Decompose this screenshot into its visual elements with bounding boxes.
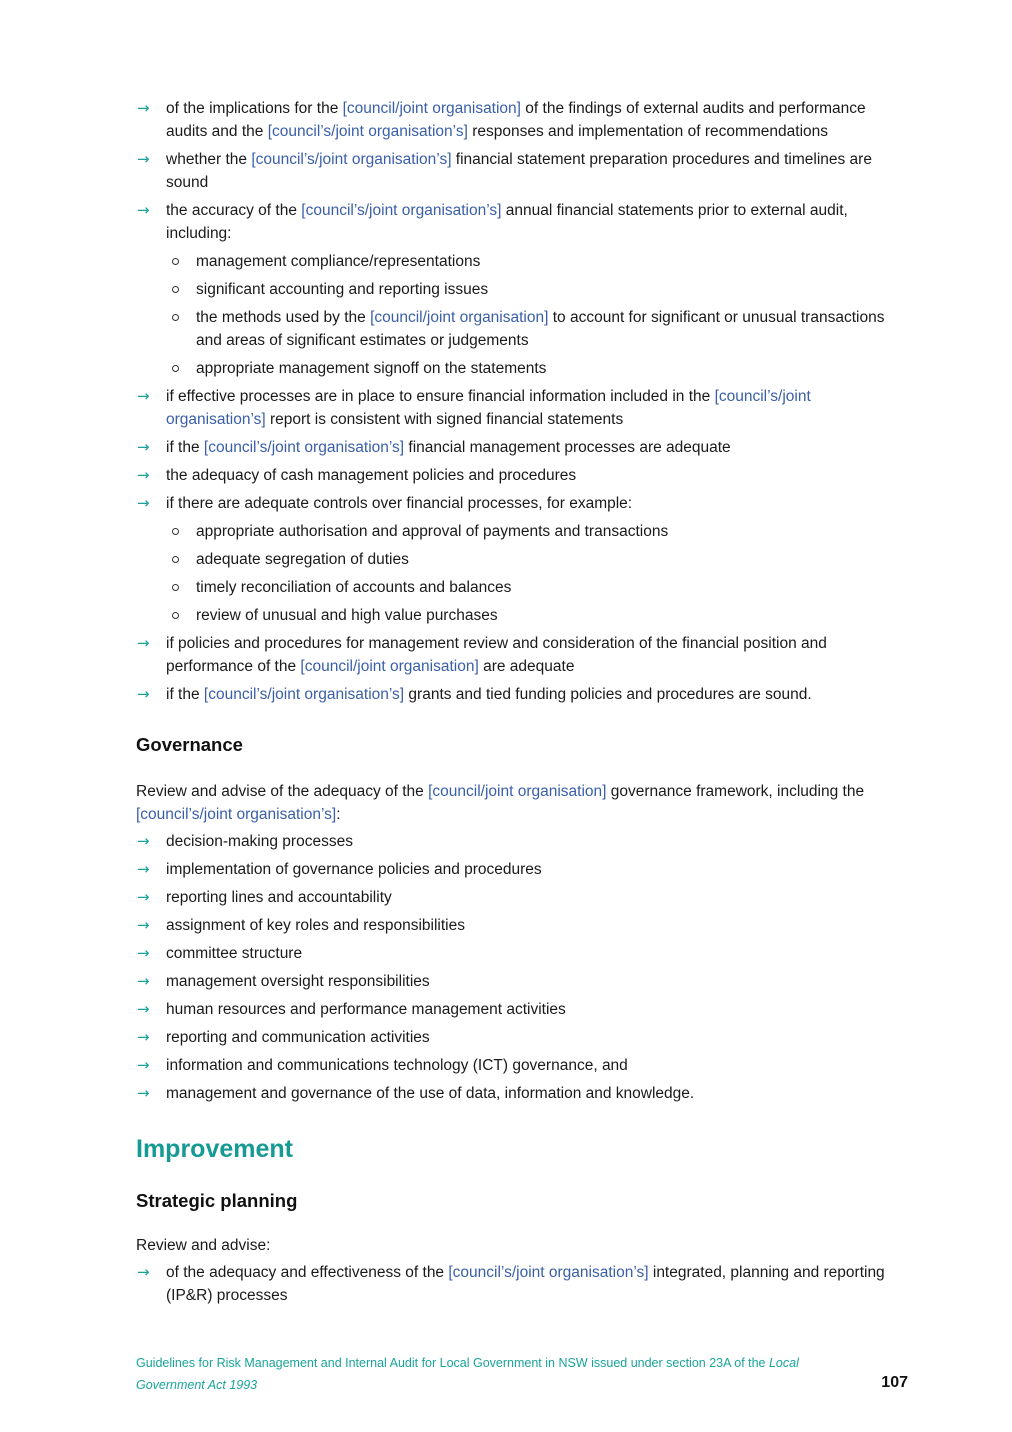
page-number: 107 bbox=[881, 1374, 908, 1391]
footer-citation: Guidelines for Risk Management and Internal Audit for Local Government in NSW issued under section 23A of the Local Government Act 1993 bbox=[136, 1356, 799, 1392]
placeholder-text: [council’s/joint organisation’s] bbox=[203, 686, 405, 703]
placeholder-text: [council’s/joint organisation’s] bbox=[267, 123, 468, 140]
placeholder-text: [council/joint organisation] bbox=[300, 658, 479, 675]
placeholder-text: [council’s/joint organisation’s] bbox=[301, 202, 502, 219]
right-arrow-icon: → bbox=[137, 1056, 150, 1074]
right-arrow-icon: → bbox=[137, 99, 150, 117]
list-item: → if policies and procedures for management review and consideration of the financial position and performance of the [council/joint organisation] are adequate bbox=[137, 634, 827, 675]
right-arrow-icon: → bbox=[137, 150, 150, 168]
right-arrow-icon: → bbox=[137, 387, 150, 405]
page-content bbox=[136, 97, 906, 1312]
list-item: → decision-making processes bbox=[136, 830, 906, 853]
right-arrow-icon: → bbox=[137, 1000, 150, 1018]
right-arrow-icon: → bbox=[137, 1028, 150, 1046]
list-item: → the accuracy of the [council’s/joint organisation’s] annual financial statements prior to external audit, including: management compliance/representations significant accounting and reporting issues the methods used by the [council/joint organisation] to account for significant or unusual transactions and areas of significant estimates or judgements appropriate management signoff on the statements bbox=[136, 199, 906, 380]
governance-heading: Governance bbox=[136, 734, 243, 755]
right-arrow-icon: → bbox=[137, 1084, 150, 1102]
right-arrow-icon: → bbox=[137, 438, 150, 456]
sub-list-item: review of unusual and high value purchases bbox=[166, 604, 906, 627]
right-arrow-icon: → bbox=[137, 944, 150, 962]
sub-list-item: significant accounting and reporting issues bbox=[166, 278, 906, 301]
sub-list-item: appropriate authorisation and approval of payments and transactions bbox=[166, 520, 906, 543]
right-arrow-icon: → bbox=[137, 685, 150, 703]
placeholder-text: [council/joint organisation] bbox=[428, 783, 607, 800]
circle-icon bbox=[172, 286, 179, 293]
circle-icon bbox=[172, 365, 179, 372]
sub-list bbox=[166, 520, 906, 627]
list-item: → information and communications technology (ICT) governance, and bbox=[136, 1054, 906, 1077]
right-arrow-icon: → bbox=[137, 466, 150, 484]
list-item: → whether the [council’s/joint organisation’s] financial statement preparation procedures and timelines are sound bbox=[137, 150, 872, 191]
list-item: → of the implications for the [council/joint organisation] of the findings of external audits and performance audits and the [council’s/joint organisation’s] responses and implementation of recommendations bbox=[137, 99, 866, 140]
financial-review-list bbox=[136, 97, 906, 706]
list-item: → assignment of key roles and responsibilities bbox=[136, 914, 906, 937]
sub-list-item: the methods used by the [council/joint organisation] to account for significant or unusual transactions and areas of significant estimates or judgements bbox=[166, 306, 906, 352]
improvement-heading: Improvement bbox=[136, 1135, 293, 1163]
list-item: → if there are adequate controls over financial processes, for example: appropriate authorisation and approval of payments and transactions adequate segregation of duties timely reconciliation of accounts and balances review of unusual and high value purchases bbox=[136, 492, 906, 627]
placeholder-text: [council’s/joint organisation’s] bbox=[136, 806, 337, 823]
right-arrow-icon: → bbox=[137, 972, 150, 990]
strategic-planning-heading: Strategic planning bbox=[136, 1190, 298, 1211]
right-arrow-icon: → bbox=[137, 888, 150, 906]
list-item: → if the [council’s/joint organisation’s] grants and tied funding policies and procedures are sound. bbox=[136, 683, 906, 706]
list-item: → implementation of governance policies and procedures bbox=[136, 858, 906, 881]
placeholder-text: [council/joint organisation] bbox=[370, 309, 549, 326]
placeholder-text: [council’s/joint organisation’s] bbox=[203, 439, 405, 456]
list-item: → committee structure bbox=[136, 942, 906, 965]
right-arrow-icon: → bbox=[137, 634, 150, 652]
placeholder-text: [council’s/joint organisation’s] bbox=[251, 151, 452, 168]
list-item: → reporting and communication activities bbox=[136, 1026, 906, 1049]
strategic-planning-intro: Review and advise: bbox=[136, 1237, 271, 1254]
right-arrow-icon: → bbox=[137, 1263, 150, 1281]
sub-list bbox=[166, 250, 906, 380]
sub-list-item: timely reconciliation of accounts and balances bbox=[166, 576, 906, 599]
sub-list-item: adequate segregation of duties bbox=[166, 548, 906, 571]
list-item: → reporting lines and accountability bbox=[136, 886, 906, 909]
sub-list-item: management compliance/representations bbox=[166, 250, 906, 273]
list-item: → if the [council’s/joint organisation’s] financial management processes are adequate bbox=[136, 436, 906, 459]
circle-icon bbox=[172, 314, 179, 321]
placeholder-text: [council/joint organisation] bbox=[342, 100, 521, 117]
governance-list bbox=[136, 830, 906, 1105]
list-item: → if effective processes are in place to ensure financial information included in the [council’s/joint organisation’s] report is consistent with signed financial statements bbox=[137, 387, 811, 428]
list-item: → the adequacy of cash management policies and procedures bbox=[136, 464, 906, 487]
page-footer bbox=[136, 1352, 908, 1396]
right-arrow-icon: → bbox=[137, 860, 150, 878]
placeholder-text: [council’s/joint organisation’s] bbox=[166, 388, 811, 428]
right-arrow-icon: → bbox=[137, 201, 150, 219]
circle-icon bbox=[172, 584, 179, 591]
strategic-planning-list bbox=[136, 1261, 906, 1307]
list-item: → human resources and performance management activities bbox=[136, 998, 906, 1021]
right-arrow-icon: → bbox=[137, 832, 150, 850]
right-arrow-icon: → bbox=[137, 916, 150, 934]
circle-icon bbox=[172, 258, 179, 265]
list-item: → of the adequacy and effectiveness of the [council’s/joint organisation’s] integrated, planning and reporting (IP&R) processes bbox=[137, 1263, 885, 1304]
circle-icon bbox=[172, 612, 179, 619]
right-arrow-icon: → bbox=[137, 494, 150, 512]
circle-icon bbox=[172, 528, 179, 535]
sub-list-item: appropriate management signoff on the statements bbox=[166, 357, 906, 380]
list-item: → management and governance of the use of data, information and knowledge. bbox=[136, 1082, 906, 1105]
placeholder-text: [council’s/joint organisation’s] bbox=[448, 1264, 649, 1281]
circle-icon bbox=[172, 556, 179, 563]
governance-intro: Review and advise of the adequacy of the [council/joint organisation] governance framework, including the [council’s/joint organisation’s]: bbox=[136, 783, 865, 823]
list-item: → management oversight responsibilities bbox=[136, 970, 906, 993]
